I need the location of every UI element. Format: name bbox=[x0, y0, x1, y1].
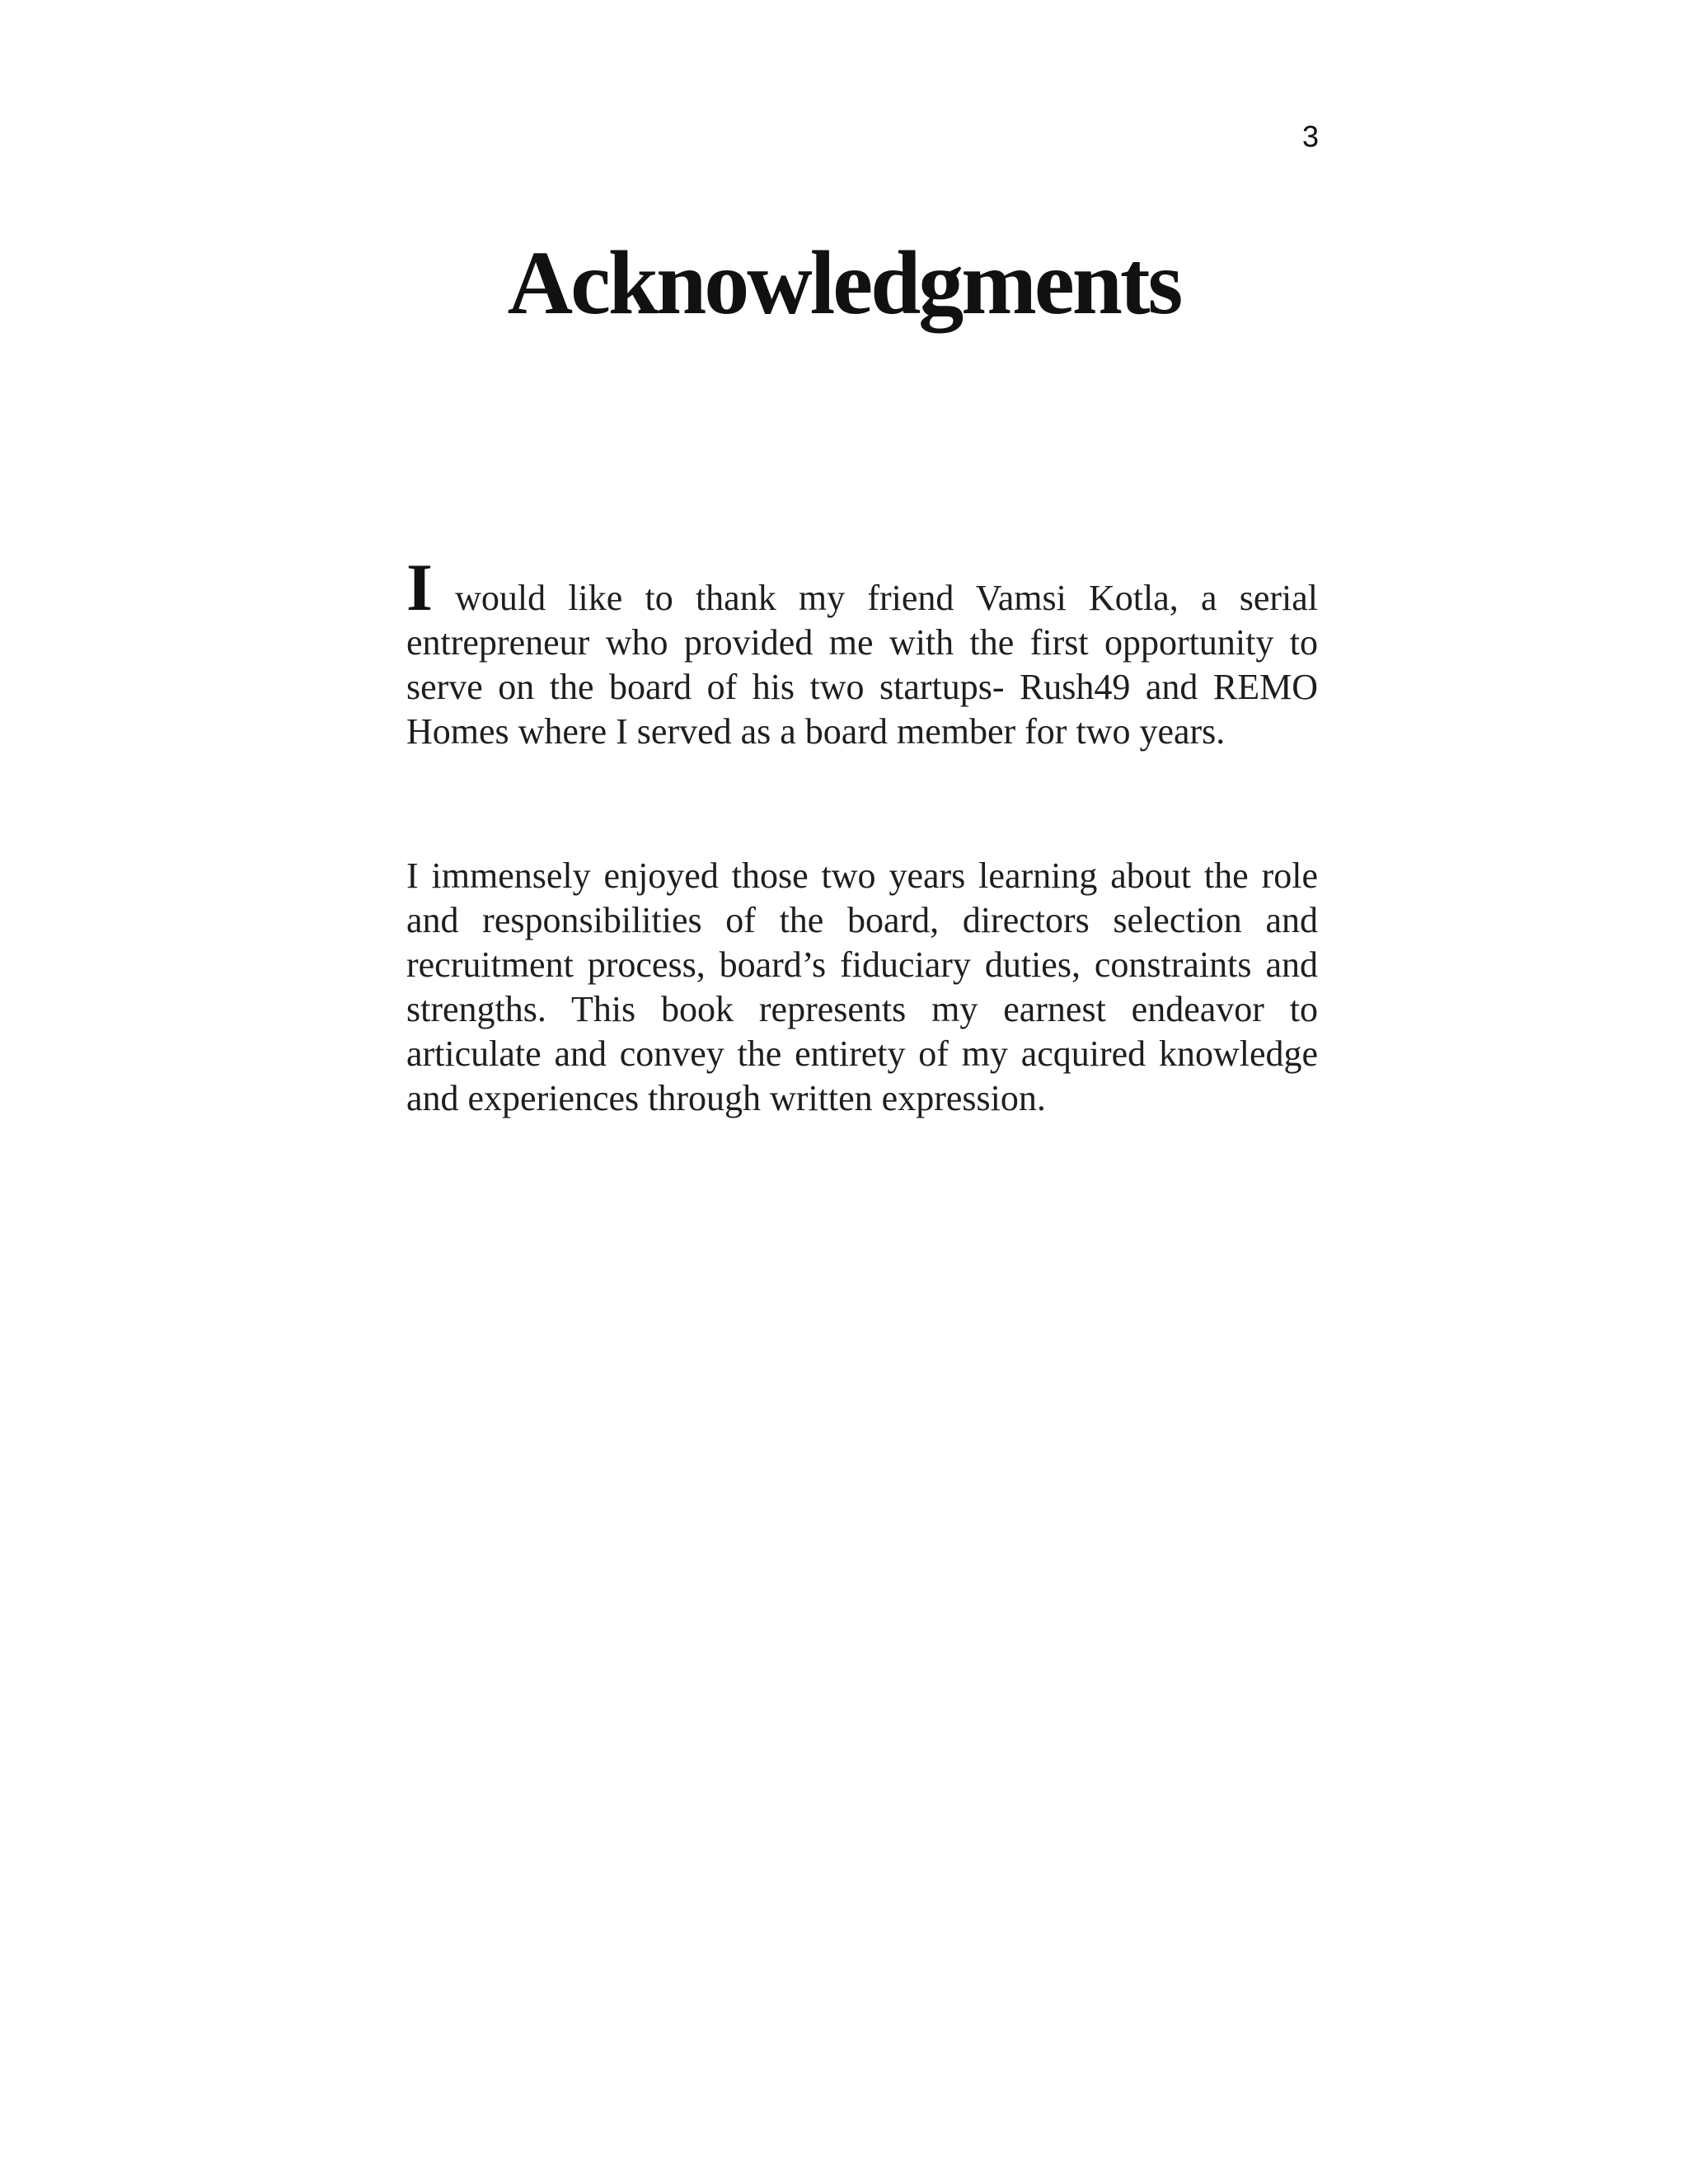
page-number: 3 bbox=[1301, 120, 1319, 153]
paragraph-1-text: would like to thank my friend Vamsi Kotla, a serial entrepreneur who provided me with the first opportunity to serve on the board of his two startups- Rush49 and REMO Homes where I served as a board member for two years. bbox=[406, 578, 1318, 752]
drop-cap: I bbox=[406, 550, 433, 625]
page-title: Acknowledgments bbox=[507, 232, 1181, 333]
paragraph-2: I immensely enjoyed those two years learning about the role and responsibilities of the board, directors selection and recruitment process, board’s fiduciary duties, constraints and strengths. This book represents my earnest endeavor to articulate and convey the entirety of my acquired knowledge and experiences through written expression. bbox=[406, 855, 1318, 1118]
paragraph-1 bbox=[406, 550, 1318, 754]
